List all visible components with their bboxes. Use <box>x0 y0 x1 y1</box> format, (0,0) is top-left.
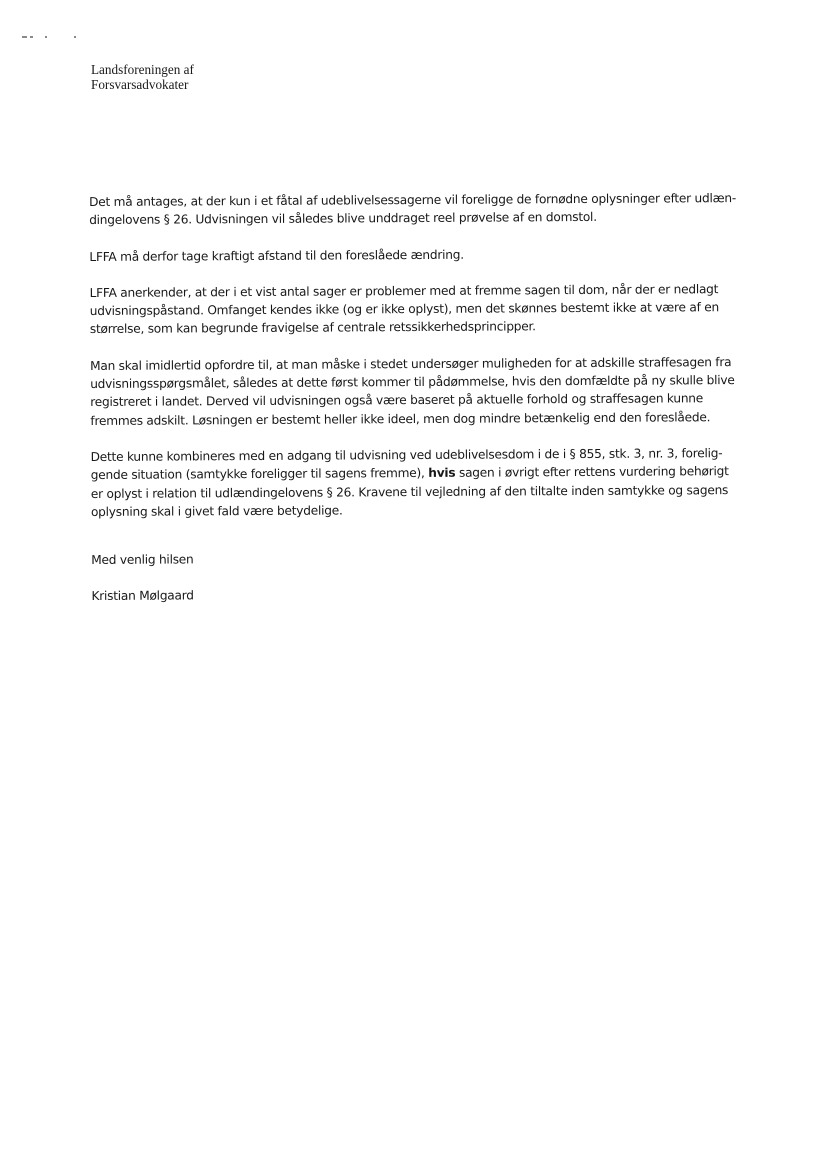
signature-name: Kristian Mølgaard <box>91 588 194 604</box>
paragraph-2 <box>89 244 749 266</box>
sender-line-2: Forsvarsadvokater <box>91 77 189 92</box>
paragraph-4 <box>90 353 750 430</box>
paragraph-line: fremmes adskilt. Løsningen er bestemt heller ikke ideel, men dog mindre betænkelig end den foreslåede. <box>90 409 711 428</box>
sender-line-1: Landsforeningen af <box>91 62 194 77</box>
paragraph-line: størrelse, som kan begrunde fravigelse af centrale retssikkerhedsprincipper. <box>89 319 536 337</box>
paragraph-line: dingelovens § 26. Udvisningen vil således blive unddraget reel prøvelse af en domstol. <box>89 210 597 228</box>
emphasis-word: hvis <box>428 466 456 481</box>
paragraph-line: Det må antages, at der kun i et fåtal af udeblivelsessagerne vil foreligge de fornødne oplysninger efter udlæn- <box>89 191 737 209</box>
paragraph-1 <box>89 189 749 230</box>
paragraph-line: LFFA anerkender, at der i et vist antal sager er problemer med at fremme sagen til dom, når der er nedlagt <box>89 282 719 300</box>
paragraph-line: udvisningsspørgsmålet, således at dette først kommer til pådømmelse, hvis den domfældte på ny skulle blive <box>90 373 735 392</box>
paragraph-line: Dette kunne kombineres med en adgang til udvisning ved udeblivelsesdom i de i § 855, stk. 3, nr. 3, forelig- <box>90 446 723 464</box>
paragraph-text: sagen i øvrigt efter rettens vurdering behørigt <box>455 464 729 481</box>
paragraph-line: oplysning skal i givet fald være betydelige. <box>90 503 343 519</box>
paragraph-line: er oplyst i relation til udlændingelovens § 26. Kravene til vejledning af den tiltalte inden samtykke og sagens <box>90 482 729 501</box>
paragraph-5 <box>91 444 751 521</box>
closing-greeting: Med venlig hilsen <box>91 552 194 568</box>
paragraph-line: LFFA må derfor tage kraftigt afstand til den foreslåede ændring. <box>89 247 464 264</box>
paragraph-3 <box>90 280 750 339</box>
scan-artifact-marks <box>22 36 82 42</box>
paragraph-line: udvisningspåstand. Omfanget kendes ikke (og er ikke oplyst), men det skønnes bestemt ikke at være af en <box>89 300 719 319</box>
letter-body <box>89 189 752 624</box>
paragraph-line: Man skal imidlertid opfordre til, at man måske i stedet undersøger muligheden for at adskille straffesagen fra <box>90 354 732 373</box>
paragraph-text: gende situation (samtykke foreligger til sagens fremme), <box>90 466 429 483</box>
paragraph-line: registreret i landet. Derved vil udvisningen også være baseret på aktuelle forhold og straffesagen kunne <box>90 391 704 410</box>
sender-block <box>91 62 194 92</box>
